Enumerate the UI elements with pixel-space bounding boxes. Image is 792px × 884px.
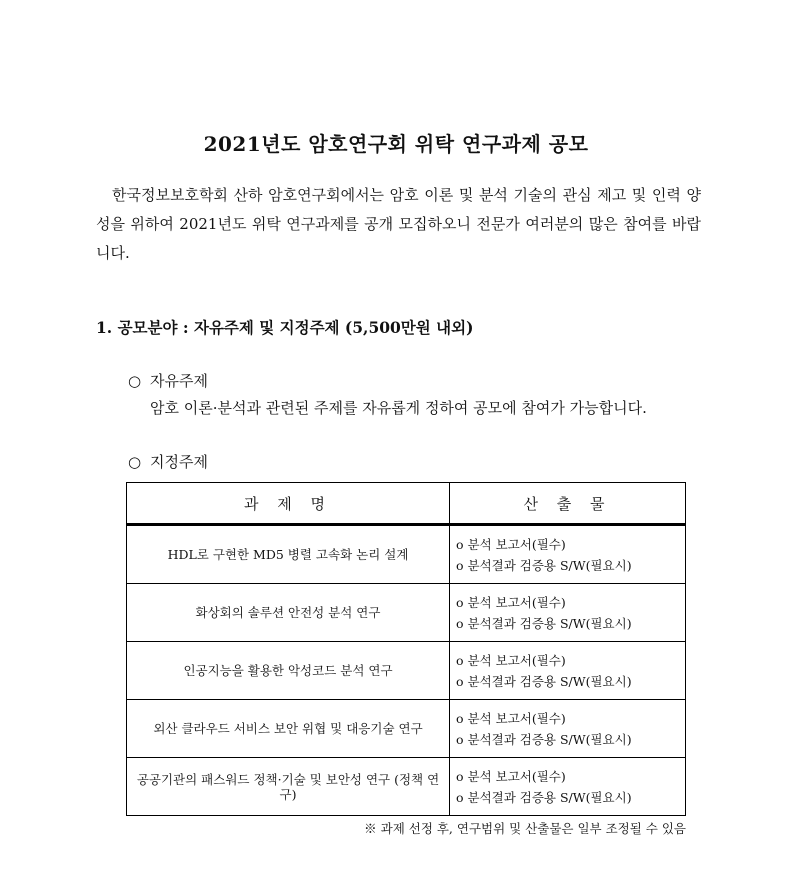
output-item: o 분석 보고서(필수) [456, 594, 566, 610]
circle-bullet-icon: ○ [128, 453, 142, 471]
output-item: o 분석결과 검증용 S/W(필요시) [456, 731, 632, 747]
topic-name: 외산 클라우드 서비스 보안 위협 및 대응기술 연구 [127, 700, 450, 758]
table-row [127, 584, 686, 642]
header-topic-name: 과 제 명 [127, 483, 450, 525]
output-item: o 분석결과 검증용 S/W(필요시) [456, 789, 632, 805]
section-heading: 1. 공모분야 : 자유주제 및 지정주제 (5,500만원 내외) [96, 318, 474, 337]
output-item: o 분석 보고서(필수) [456, 768, 566, 784]
circle-bullet-icon: ○ [128, 372, 142, 390]
header-outputs: 산 출 물 [450, 483, 686, 525]
footnote: ※ 과제 선정 후, 연구범위 및 산출물은 일부 조정될 수 있음 [364, 821, 686, 836]
topic-name: 인공지능을 활용한 악성코드 분석 연구 [127, 642, 450, 700]
topic-outputs [450, 758, 686, 816]
topic-name: HDL로 구현한 MD5 병렬 고속화 논리 설계 [127, 525, 450, 584]
table-row [127, 642, 686, 700]
document-title: 2021년도 암호연구회 위탁 연구과제 공모 [203, 132, 589, 156]
topics-table [126, 482, 686, 816]
topic-outputs [450, 584, 686, 642]
intro-paragraph: 한국정보보호학회 산하 암호연구회에서는 암호 이론 및 분석 기술의 관심 제고 및 인력 양성을 위하여 2021년도 위탁 연구과제를 공개 모집하오니 전문가 여러분의 많은 참여를 바랍니다. [96, 186, 701, 262]
output-item: o 분석결과 검증용 S/W(필요시) [456, 615, 632, 631]
topic-outputs [450, 642, 686, 700]
output-item: o 분석 보고서(필수) [456, 652, 566, 668]
free-topic-description: 암호 이론·분석과 관련된 주제를 자유롭게 정하여 공모에 참여가 가능합니다. [150, 399, 647, 417]
output-item: o 분석 보고서(필수) [456, 536, 566, 552]
designated-topic-bullet [128, 451, 208, 472]
topic-name: 공공기관의 패스워드 정책·기술 및 보안성 연구 (정책 연구) [127, 758, 450, 816]
topic-outputs [450, 700, 686, 758]
output-item: o 분석결과 검증용 S/W(필요시) [456, 673, 632, 689]
topic-outputs [450, 525, 686, 584]
output-item: o 분석결과 검증용 S/W(필요시) [456, 557, 632, 573]
table-row [127, 525, 686, 584]
output-item: o 분석 보고서(필수) [456, 710, 566, 726]
table-row [127, 700, 686, 758]
free-topic-bullet [128, 370, 208, 391]
topic-name: 화상회의 솔루션 안전성 분석 연구 [127, 584, 450, 642]
designated-topic-label: 지정주제 [150, 453, 208, 471]
table-row [127, 758, 686, 816]
free-topic-label: 자유주제 [150, 372, 208, 390]
table-header-row [127, 483, 686, 525]
